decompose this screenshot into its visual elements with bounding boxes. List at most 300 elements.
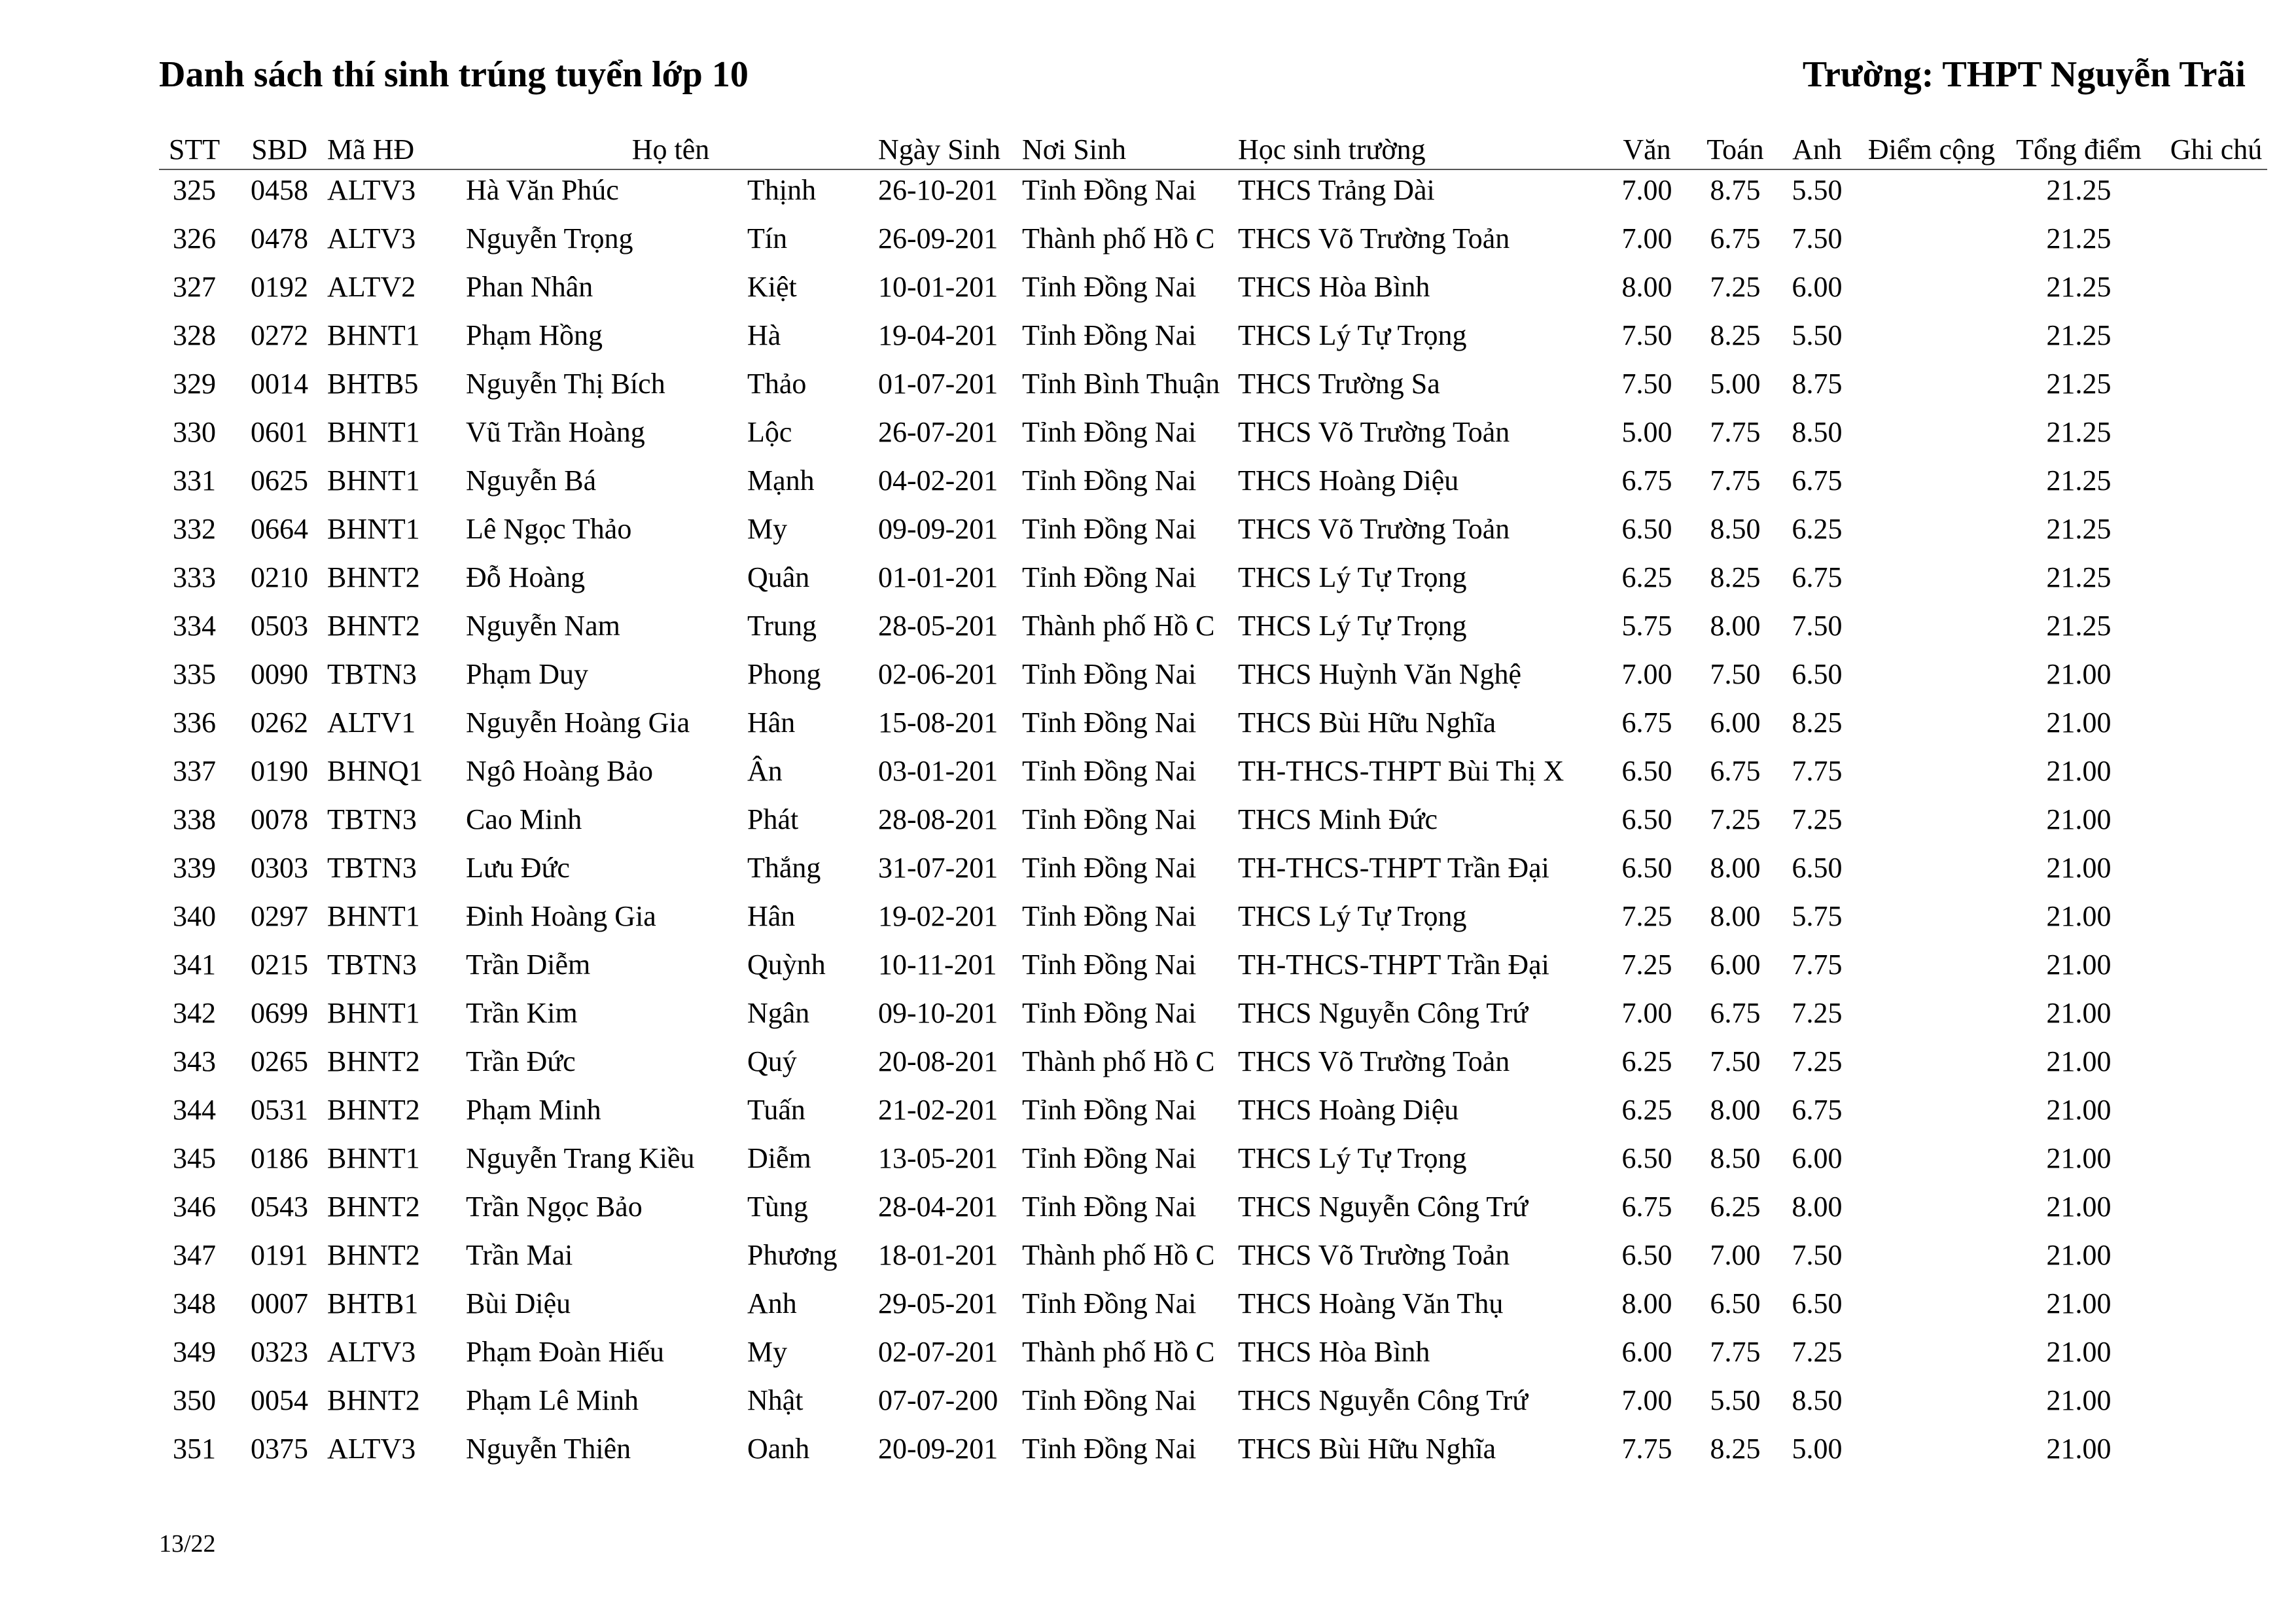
cell-ho: Vũ Trần Hoàng	[466, 416, 645, 448]
cell-tong-diem: 21.25	[2046, 368, 2111, 400]
cell-ho: Phạm Hồng	[466, 319, 603, 351]
table-row	[0, 1134, 2296, 1183]
cell-toan: 7.25	[1710, 803, 1761, 835]
cell-ngay-sinh: 26-09-201	[878, 222, 998, 254]
cell-van: 8.00	[1621, 1287, 1672, 1319]
cell-ma-hd: BHNT2	[327, 1094, 420, 1126]
cell-ma-hd: BHNT1	[327, 319, 420, 351]
cell-ten: Quý	[747, 1045, 797, 1077]
table-row	[0, 989, 2296, 1038]
cell-anh: 8.25	[1792, 707, 1843, 739]
cell-toan: 6.00	[1710, 949, 1761, 981]
cell-tong-diem: 21.00	[2046, 658, 2111, 690]
cell-noi-sinh: Tỉnh Đồng Nai	[1022, 900, 1197, 932]
cell-ten: Phong	[747, 658, 821, 690]
cell-ten: Oanh	[747, 1433, 810, 1465]
cell-stt: 329	[173, 368, 216, 400]
cell-stt: 351	[173, 1433, 216, 1465]
cell-ma-hd: BHNT1	[327, 900, 420, 932]
cell-toan: 7.00	[1710, 1239, 1761, 1271]
cell-ngay-sinh: 01-01-201	[878, 561, 998, 593]
cell-hoc-sinh-truong: THCS Võ Trường Toản	[1238, 416, 1510, 448]
header-ngay-sinh: Ngày Sinh	[878, 133, 1000, 166]
cell-tong-diem: 21.00	[2046, 1045, 2111, 1077]
cell-van: 6.25	[1621, 1094, 1672, 1126]
cell-ten: Phương	[747, 1239, 838, 1271]
document-title: Danh sách thí sinh trúng tuyển lớp 10	[159, 54, 749, 95]
cell-ma-hd: ALTV1	[327, 707, 416, 739]
cell-tong-diem: 21.00	[2046, 900, 2111, 932]
cell-ngay-sinh: 20-08-201	[878, 1045, 998, 1077]
cell-sbd: 0215	[251, 949, 308, 981]
cell-ma-hd: BHNT2	[327, 610, 420, 642]
table-row	[0, 1425, 2296, 1473]
cell-sbd: 0186	[251, 1142, 308, 1174]
cell-hoc-sinh-truong: THCS Lý Tự Trọng	[1238, 319, 1467, 351]
cell-ngay-sinh: 18-01-201	[878, 1239, 998, 1271]
cell-anh: 7.75	[1792, 755, 1843, 787]
cell-stt: 337	[173, 755, 216, 787]
cell-noi-sinh: Tỉnh Đồng Nai	[1022, 1142, 1197, 1174]
cell-hoc-sinh-truong: THCS Hoàng Diệu	[1238, 464, 1459, 497]
cell-hoc-sinh-truong: THCS Võ Trường Toản	[1238, 1045, 1510, 1077]
cell-hoc-sinh-truong: THCS Trường Sa	[1238, 368, 1440, 400]
cell-ten: My	[747, 513, 788, 545]
cell-anh: 6.50	[1792, 658, 1843, 690]
cell-toan: 5.00	[1710, 368, 1761, 400]
cell-noi-sinh: Thành phố Hồ C	[1022, 222, 1215, 254]
cell-anh: 7.50	[1792, 610, 1843, 642]
cell-ngay-sinh: 04-02-201	[878, 464, 998, 497]
header-sbd: SBD	[251, 133, 308, 166]
cell-ho: Nguyễn Nam	[466, 610, 620, 642]
cell-sbd: 0323	[251, 1336, 308, 1368]
cell-ten: Quỳnh	[747, 949, 826, 981]
cell-ngay-sinh: 09-09-201	[878, 513, 998, 545]
cell-anh: 6.50	[1792, 1287, 1843, 1319]
cell-hoc-sinh-truong: THCS Lý Tự Trọng	[1238, 610, 1467, 642]
cell-anh: 7.50	[1792, 222, 1843, 254]
cell-ten: Phát	[747, 803, 799, 835]
cell-noi-sinh: Tỉnh Đồng Nai	[1022, 997, 1197, 1029]
cell-toan: 5.50	[1710, 1384, 1761, 1416]
cell-anh: 5.50	[1792, 174, 1843, 206]
cell-ho: Trần Đức	[466, 1045, 576, 1077]
cell-toan: 6.00	[1710, 707, 1761, 739]
header-toan: Toán	[1706, 133, 1764, 166]
cell-stt: 343	[173, 1045, 216, 1077]
cell-ngay-sinh: 10-01-201	[878, 271, 998, 303]
cell-stt: 349	[173, 1336, 216, 1368]
table-row	[0, 1038, 2296, 1086]
cell-ten: Hà	[747, 319, 781, 351]
cell-tong-diem: 21.00	[2046, 1384, 2111, 1416]
cell-sbd: 0699	[251, 997, 308, 1029]
cell-stt: 346	[173, 1191, 216, 1223]
cell-sbd: 0007	[251, 1287, 308, 1319]
cell-hoc-sinh-truong: THCS Hoàng Văn Thụ	[1238, 1287, 1504, 1319]
cell-anh: 6.75	[1792, 561, 1843, 593]
cell-van: 7.00	[1621, 174, 1672, 206]
cell-stt: 330	[173, 416, 216, 448]
header-diem-cong: Điểm cộng	[1867, 133, 1996, 166]
cell-anh: 5.00	[1792, 1433, 1843, 1465]
cell-ho: Cao Minh	[466, 803, 582, 835]
cell-ngay-sinh: 02-07-201	[878, 1336, 998, 1368]
cell-sbd: 0014	[251, 368, 308, 400]
cell-ho: Phạm Minh	[466, 1094, 601, 1126]
cell-ho: Phan Nhân	[466, 271, 593, 303]
cell-tong-diem: 21.25	[2046, 610, 2111, 642]
cell-ho: Phạm Duy	[466, 658, 588, 690]
header-stt: STT	[168, 133, 221, 166]
cell-stt: 342	[173, 997, 216, 1029]
cell-toan: 6.50	[1710, 1287, 1761, 1319]
cell-noi-sinh: Thành phố Hồ C	[1022, 1239, 1215, 1271]
header-ma-hd: Mã HĐ	[327, 133, 415, 166]
cell-noi-sinh: Thành phố Hồ C	[1022, 1336, 1215, 1368]
cell-ngay-sinh: 21-02-201	[878, 1094, 998, 1126]
cell-ho: Hà Văn Phúc	[466, 174, 619, 206]
cell-noi-sinh: Tỉnh Đồng Nai	[1022, 852, 1197, 884]
header-anh: Anh	[1792, 133, 1842, 166]
cell-tong-diem: 21.00	[2046, 1433, 2111, 1465]
cell-ma-hd: ALTV3	[327, 174, 416, 206]
cell-hoc-sinh-truong: THCS Minh Đức	[1238, 803, 1438, 835]
cell-anh: 6.75	[1792, 464, 1843, 497]
cell-van: 6.75	[1621, 1191, 1672, 1223]
header-noi-sinh: Nơi Sinh	[1022, 133, 1126, 166]
cell-tong-diem: 21.00	[2046, 997, 2111, 1029]
cell-noi-sinh: Tỉnh Đồng Nai	[1022, 755, 1197, 787]
cell-ho: Nguyễn Thiên	[466, 1433, 631, 1465]
cell-toan: 6.75	[1710, 222, 1761, 254]
table-row	[0, 215, 2296, 263]
cell-ma-hd: BHNT1	[327, 997, 420, 1029]
cell-ma-hd: BHTB1	[327, 1287, 419, 1319]
table-row	[0, 311, 2296, 360]
cell-tong-diem: 21.00	[2046, 852, 2111, 884]
cell-van: 6.50	[1621, 755, 1672, 787]
cell-anh: 6.50	[1792, 852, 1843, 884]
cell-tong-diem: 21.00	[2046, 1191, 2111, 1223]
header-tong-diem: Tổng điểm	[2016, 133, 2142, 166]
cell-toan: 7.75	[1710, 464, 1761, 497]
cell-stt: 331	[173, 464, 216, 497]
cell-van: 6.50	[1621, 513, 1672, 545]
cell-van: 7.25	[1621, 949, 1672, 981]
cell-hoc-sinh-truong: THCS Võ Trường Toản	[1238, 1239, 1510, 1271]
cell-ho: Nguyễn Trọng	[466, 222, 633, 254]
header-van: Văn	[1623, 133, 1671, 166]
cell-sbd: 0272	[251, 319, 308, 351]
cell-hoc-sinh-truong: THCS Bùi Hữu Nghĩa	[1238, 707, 1496, 739]
cell-ten: Thịnh	[747, 174, 817, 206]
cell-stt: 336	[173, 707, 216, 739]
cell-hoc-sinh-truong: THCS Bùi Hữu Nghĩa	[1238, 1433, 1496, 1465]
cell-tong-diem: 21.25	[2046, 271, 2111, 303]
cell-van: 8.00	[1621, 271, 1672, 303]
cell-anh: 7.50	[1792, 1239, 1843, 1271]
cell-ho: Phạm Đoàn Hiếu	[466, 1336, 665, 1368]
cell-stt: 333	[173, 561, 216, 593]
cell-ma-hd: BHNQ1	[327, 755, 423, 787]
cell-noi-sinh: Tỉnh Đồng Nai	[1022, 803, 1197, 835]
cell-stt: 338	[173, 803, 216, 835]
cell-ho: Nguyễn Trang Kiều	[466, 1142, 695, 1174]
cell-stt: 350	[173, 1384, 216, 1416]
cell-tong-diem: 21.00	[2046, 1094, 2111, 1126]
cell-tong-diem: 21.00	[2046, 1239, 2111, 1271]
cell-ngay-sinh: 13-05-201	[878, 1142, 998, 1174]
table-row	[0, 602, 2296, 650]
cell-ho: Đỗ Hoàng	[466, 561, 586, 593]
cell-ho: Lưu Đức	[466, 852, 570, 884]
cell-ten: Mạnh	[747, 464, 815, 497]
cell-noi-sinh: Tỉnh Đồng Nai	[1022, 464, 1197, 497]
cell-ten: Tuấn	[747, 1094, 805, 1126]
cell-toan: 8.25	[1710, 319, 1761, 351]
cell-stt: 332	[173, 513, 216, 545]
cell-ten: Anh	[747, 1287, 797, 1319]
cell-tong-diem: 21.25	[2046, 416, 2111, 448]
cell-anh: 8.00	[1792, 1191, 1843, 1223]
cell-ma-hd: BHNT1	[327, 1142, 420, 1174]
cell-ho: Trần Mai	[466, 1239, 573, 1271]
table-row	[0, 1280, 2296, 1328]
cell-noi-sinh: Tỉnh Đồng Nai	[1022, 1287, 1197, 1319]
table-row	[0, 1376, 2296, 1425]
cell-ngay-sinh: 26-10-201	[878, 174, 998, 206]
cell-ngay-sinh: 28-05-201	[878, 610, 998, 642]
table-row	[0, 699, 2296, 747]
cell-ho: Lê Ngọc Thảo	[466, 513, 632, 545]
cell-ngay-sinh: 20-09-201	[878, 1433, 998, 1465]
cell-stt: 326	[173, 222, 216, 254]
table-row	[0, 844, 2296, 892]
cell-toan: 8.25	[1710, 561, 1761, 593]
cell-ten: Nhật	[747, 1384, 804, 1416]
cell-anh: 7.25	[1792, 1336, 1843, 1368]
cell-hoc-sinh-truong: THCS Võ Trường Toản	[1238, 513, 1510, 545]
cell-hoc-sinh-truong: TH-THCS-THPT Bùi Thị X	[1238, 755, 1564, 787]
cell-van: 6.50	[1621, 1239, 1672, 1271]
cell-sbd: 0543	[251, 1191, 308, 1223]
cell-noi-sinh: Tỉnh Đồng Nai	[1022, 271, 1197, 303]
cell-anh: 6.75	[1792, 1094, 1843, 1126]
cell-noi-sinh: Tỉnh Đồng Nai	[1022, 949, 1197, 981]
cell-anh: 5.50	[1792, 319, 1843, 351]
cell-toan: 6.75	[1710, 997, 1761, 1029]
cell-ho: Trần Ngọc Bảo	[466, 1191, 643, 1223]
cell-ngay-sinh: 28-08-201	[878, 803, 998, 835]
cell-stt: 341	[173, 949, 216, 981]
cell-ma-hd: TBTN3	[327, 949, 417, 981]
cell-ngay-sinh: 09-10-201	[878, 997, 998, 1029]
cell-ten: My	[747, 1336, 788, 1368]
cell-ho: Nguyễn Thị Bích	[466, 368, 665, 400]
cell-tong-diem: 21.00	[2046, 1142, 2111, 1174]
cell-sbd: 0664	[251, 513, 308, 545]
cell-tong-diem: 21.00	[2046, 1336, 2111, 1368]
cell-anh: 8.50	[1792, 1384, 1843, 1416]
cell-ma-hd: ALTV3	[327, 1336, 416, 1368]
cell-van: 6.00	[1621, 1336, 1672, 1368]
cell-ho: Nguyễn Bá	[466, 464, 597, 497]
cell-noi-sinh: Thành phố Hồ C	[1022, 1045, 1215, 1077]
cell-van: 6.75	[1621, 707, 1672, 739]
cell-hoc-sinh-truong: THCS Lý Tự Trọng	[1238, 561, 1467, 593]
cell-van: 7.75	[1621, 1433, 1672, 1465]
cell-sbd: 0303	[251, 852, 308, 884]
cell-van: 7.25	[1621, 900, 1672, 932]
cell-anh: 8.50	[1792, 416, 1843, 448]
cell-ngay-sinh: 02-06-201	[878, 658, 998, 690]
cell-toan: 8.50	[1710, 1142, 1761, 1174]
cell-ma-hd: BHNT1	[327, 513, 420, 545]
cell-tong-diem: 21.25	[2046, 561, 2111, 593]
table-row	[0, 166, 2296, 215]
cell-tong-diem: 21.25	[2046, 464, 2111, 497]
cell-hoc-sinh-truong: TH-THCS-THPT Trần Đại	[1238, 852, 1549, 884]
cell-hoc-sinh-truong: THCS Nguyễn Công Trứ	[1238, 997, 1528, 1029]
table-row	[0, 408, 2296, 457]
cell-van: 7.50	[1621, 319, 1672, 351]
cell-ho: Nguyễn Hoàng Gia	[466, 707, 690, 739]
table-row	[0, 747, 2296, 795]
cell-stt: 340	[173, 900, 216, 932]
cell-ngay-sinh: 15-08-201	[878, 707, 998, 739]
cell-ma-hd: ALTV3	[327, 222, 416, 254]
cell-hoc-sinh-truong: THCS Lý Tự Trọng	[1238, 1142, 1467, 1174]
cell-toan: 7.50	[1710, 658, 1761, 690]
cell-tong-diem: 21.00	[2046, 949, 2111, 981]
cell-hoc-sinh-truong: THCS Lý Tự Trọng	[1238, 900, 1467, 932]
cell-ngay-sinh: 29-05-201	[878, 1287, 998, 1319]
cell-noi-sinh: Tỉnh Đồng Nai	[1022, 1094, 1197, 1126]
cell-anh: 5.75	[1792, 900, 1843, 932]
cell-noi-sinh: Thành phố Hồ C	[1022, 610, 1215, 642]
cell-hoc-sinh-truong: THCS Võ Trường Toản	[1238, 222, 1510, 254]
cell-ten: Tín	[747, 222, 788, 254]
cell-hoc-sinh-truong: THCS Trảng Dài	[1238, 174, 1435, 206]
cell-stt: 334	[173, 610, 216, 642]
cell-ma-hd: BHNT2	[327, 1191, 420, 1223]
cell-hoc-sinh-truong: THCS Nguyễn Công Trứ	[1238, 1191, 1528, 1223]
table-row	[0, 1086, 2296, 1134]
table-row	[0, 457, 2296, 505]
cell-ngay-sinh: 01-07-201	[878, 368, 998, 400]
cell-ten: Tùng	[747, 1191, 808, 1223]
cell-ma-hd: BHNT2	[327, 1045, 420, 1077]
cell-toan: 8.50	[1710, 513, 1761, 545]
cell-ma-hd: ALTV2	[327, 271, 416, 303]
cell-ma-hd: TBTN3	[327, 658, 417, 690]
cell-ten: Thắng	[747, 852, 821, 884]
cell-sbd: 0625	[251, 464, 308, 497]
cell-anh: 7.25	[1792, 1045, 1843, 1077]
cell-van: 5.75	[1621, 610, 1672, 642]
cell-noi-sinh: Tỉnh Đồng Nai	[1022, 319, 1197, 351]
cell-sbd: 0054	[251, 1384, 308, 1416]
cell-noi-sinh: Tỉnh Đồng Nai	[1022, 658, 1197, 690]
header-ho-ten: Họ tên	[631, 133, 710, 166]
cell-ma-hd: ALTV3	[327, 1433, 416, 1465]
cell-anh: 6.00	[1792, 271, 1843, 303]
cell-sbd: 0503	[251, 610, 308, 642]
cell-toan: 7.75	[1710, 1336, 1761, 1368]
cell-toan: 8.00	[1710, 610, 1761, 642]
cell-hoc-sinh-truong: THCS Hoàng Diệu	[1238, 1094, 1459, 1126]
cell-tong-diem: 21.00	[2046, 803, 2111, 835]
table-row	[0, 650, 2296, 699]
cell-toan: 8.00	[1710, 1094, 1761, 1126]
cell-ma-hd: BHNT2	[327, 1239, 420, 1271]
cell-sbd: 0192	[251, 271, 308, 303]
cell-ten: Ngân	[747, 997, 810, 1029]
cell-ngay-sinh: 07-07-200	[878, 1384, 998, 1416]
cell-van: 7.00	[1621, 997, 1672, 1029]
cell-ma-hd: BHNT1	[327, 464, 420, 497]
cell-sbd: 0090	[251, 658, 308, 690]
cell-ngay-sinh: 26-07-201	[878, 416, 998, 448]
cell-ten: Thảo	[747, 368, 807, 400]
cell-ho: Trần Kim	[466, 997, 578, 1029]
cell-stt: 339	[173, 852, 216, 884]
cell-anh: 7.25	[1792, 803, 1843, 835]
cell-hoc-sinh-truong: THCS Hòa Bình	[1238, 1336, 1430, 1368]
page-number: 13/22	[159, 1530, 216, 1558]
cell-van: 6.50	[1621, 852, 1672, 884]
cell-toan: 8.75	[1710, 174, 1761, 206]
cell-sbd: 0262	[251, 707, 308, 739]
cell-tong-diem: 21.00	[2046, 1287, 2111, 1319]
cell-stt: 327	[173, 271, 216, 303]
cell-ten: Hân	[747, 900, 796, 932]
cell-ma-hd: BHNT2	[327, 561, 420, 593]
cell-van: 7.00	[1621, 1384, 1672, 1416]
cell-toan: 7.50	[1710, 1045, 1761, 1077]
cell-van: 7.00	[1621, 658, 1672, 690]
cell-anh: 6.25	[1792, 513, 1843, 545]
cell-ngay-sinh: 31-07-201	[878, 852, 998, 884]
cell-tong-diem: 21.25	[2046, 513, 2111, 545]
cell-ten: Kiệt	[747, 271, 797, 303]
table-row	[0, 263, 2296, 311]
header-hoc-sinh-truong: Học sinh trường	[1238, 133, 1426, 166]
cell-noi-sinh: Tỉnh Đồng Nai	[1022, 1384, 1197, 1416]
cell-sbd: 0601	[251, 416, 308, 448]
cell-sbd: 0210	[251, 561, 308, 593]
header-ghi-chu: Ghi chú	[2170, 133, 2263, 166]
cell-sbd: 0265	[251, 1045, 308, 1077]
table-row	[0, 553, 2296, 602]
cell-toan: 6.25	[1710, 1191, 1761, 1223]
cell-noi-sinh: Tỉnh Đồng Nai	[1022, 174, 1197, 206]
cell-sbd: 0478	[251, 222, 308, 254]
cell-hoc-sinh-truong: THCS Hòa Bình	[1238, 271, 1430, 303]
cell-sbd: 0297	[251, 900, 308, 932]
cell-ten: Trung	[747, 610, 817, 642]
cell-tong-diem: 21.00	[2046, 707, 2111, 739]
cell-toan: 7.25	[1710, 271, 1761, 303]
cell-ngay-sinh: 03-01-201	[878, 755, 998, 787]
cell-stt: 347	[173, 1239, 216, 1271]
cell-hoc-sinh-truong: THCS Nguyễn Công Trứ	[1238, 1384, 1528, 1416]
cell-noi-sinh: Tỉnh Đồng Nai	[1022, 1433, 1197, 1465]
cell-noi-sinh: Tỉnh Đồng Nai	[1022, 416, 1197, 448]
table-row	[0, 1231, 2296, 1280]
